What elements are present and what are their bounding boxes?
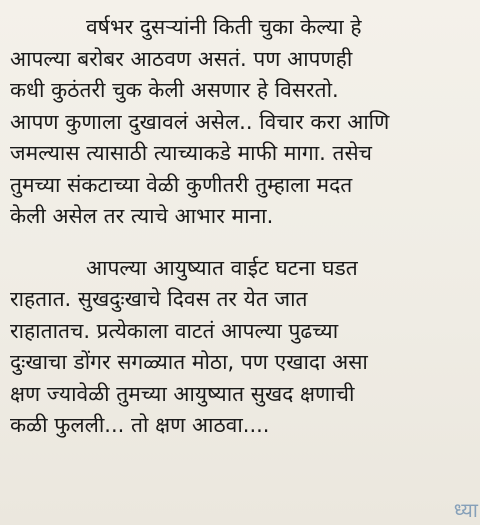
text-line: केली असेल तर त्याचे आभार माना.	[10, 204, 274, 228]
text-line: राहतात. सुखदुःखाचे दिवस तर येत जात	[10, 287, 308, 311]
text-line: राहातातच. प्रत्येकाला वाटतं आपल्या पुढच्या	[10, 318, 339, 343]
text-line: दुःखाचा डोंगर सगळ्यात मोठा, पण एखादा असा	[10, 350, 368, 374]
paragraph-gap	[10, 233, 470, 253]
text-line: आपण कुणाला दुखावलं असेल.. विचार करा आणि	[10, 109, 390, 134]
text-line: आपल्या आयुष्यात वाईट घटना घडत	[86, 255, 358, 280]
text-line: तुमच्या संकटाच्या वेळी कुणीतरी तुम्हाला मदत	[10, 172, 353, 197]
text-line: वर्षभर दुसऱ्यांनी किती चुका केल्या हे	[86, 15, 362, 39]
text-line: क्षण ज्यावेळी तुमच्या आयुष्यात सुखद क्षणाची	[10, 381, 355, 406]
text-line: जमल्यास त्यासाठी त्याच्याकडे माफी मागा. तसेच	[10, 141, 372, 165]
article-body	[10, 12, 470, 442]
text-line: आपल्या बरोबर आठवण असतं. पण आपणही	[10, 46, 353, 71]
corner-fragment-text: ध्या	[453, 498, 478, 522]
text-line: कळी फुलली... तो क्षण आठवा....	[10, 413, 270, 437]
text-line: कधी कुठंतरी चुक केली असणार हे विसरतो.	[10, 78, 339, 102]
